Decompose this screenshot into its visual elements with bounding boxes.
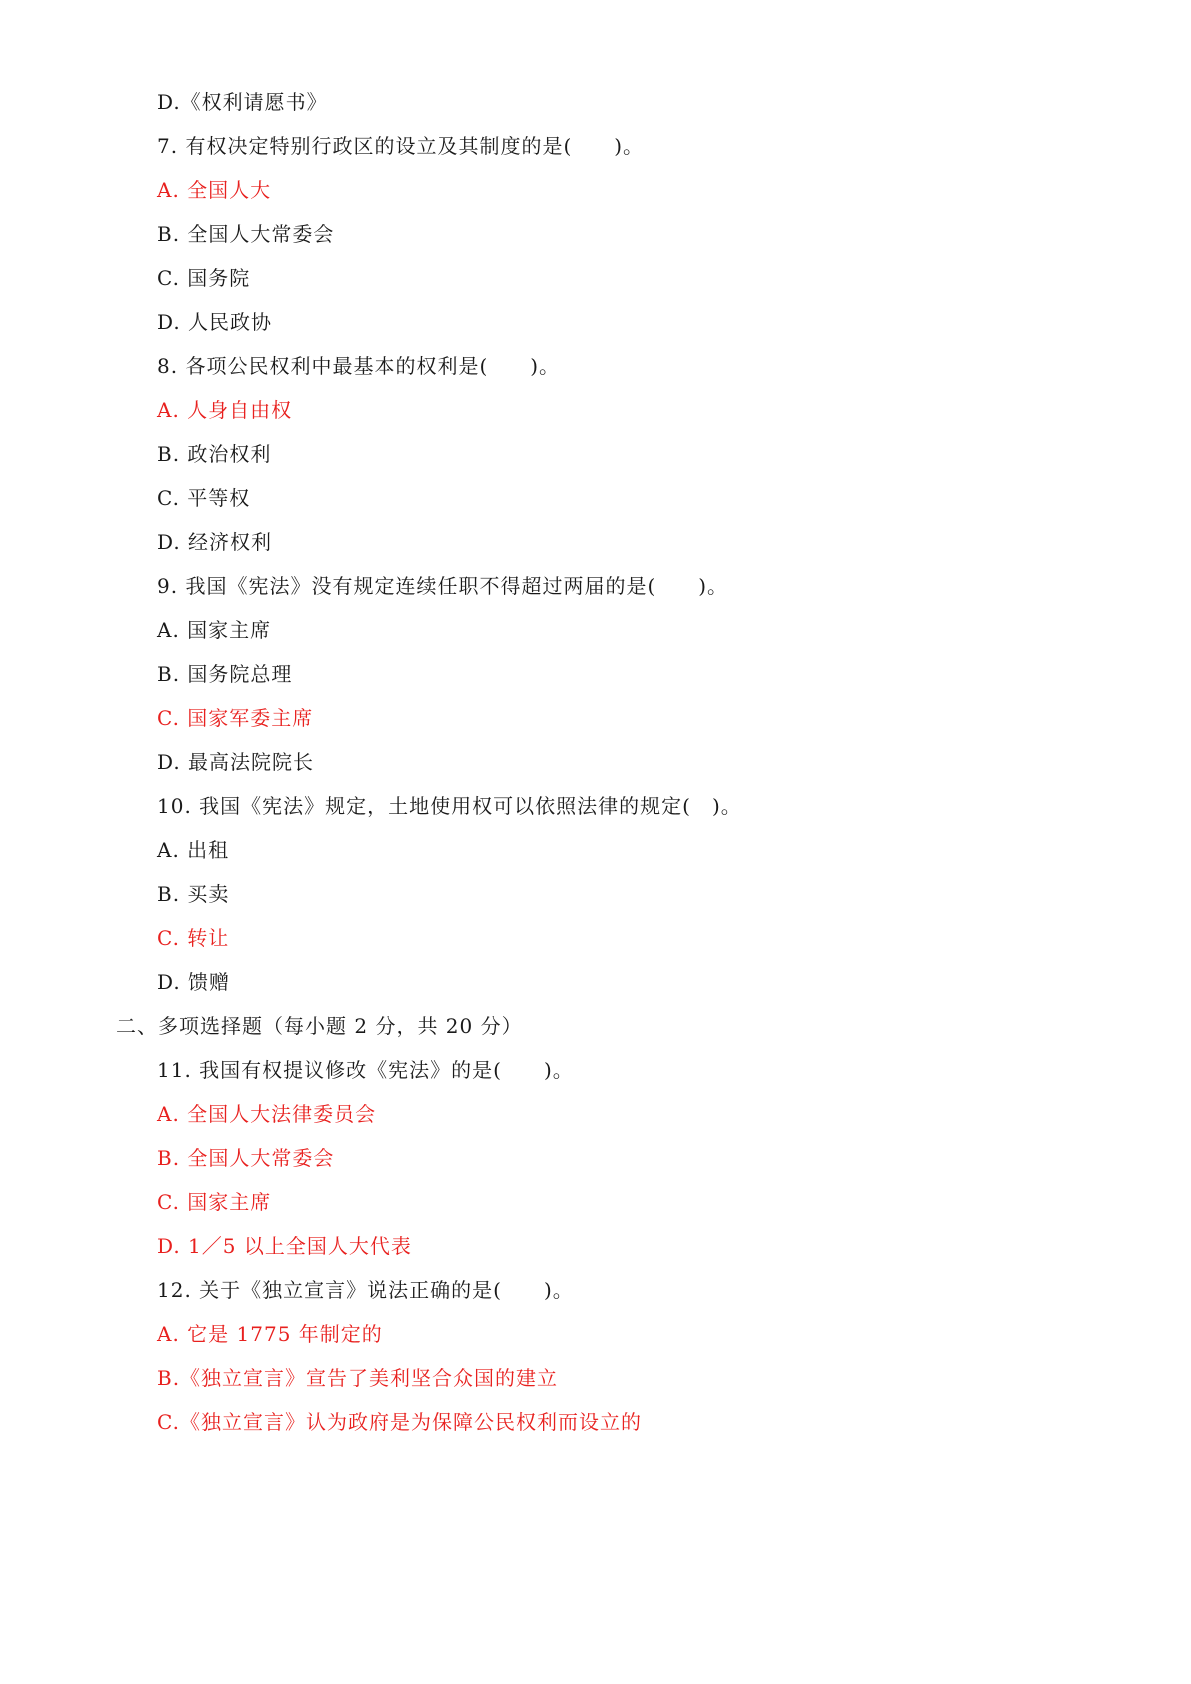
q8-option-c: C. 平等权 bbox=[157, 486, 251, 510]
q10-option-b: B. 买卖 bbox=[157, 882, 230, 906]
q7-option-d: D. 人民政协 bbox=[157, 310, 273, 334]
q8-stem: 8. 各项公民权利中最基本的权利是( )。 bbox=[157, 354, 561, 378]
q9-option-c: C. 国家军委主席 bbox=[157, 706, 314, 730]
q9-stem: 9. 我国《宪法》没有规定连续任职不得超过两届的是( )。 bbox=[157, 574, 729, 598]
q11-option-c: C. 国家主席 bbox=[157, 1190, 272, 1214]
q10-option-a: A. 出租 bbox=[157, 838, 230, 862]
q9-option-b: B. 国务院总理 bbox=[157, 662, 293, 686]
q7-option-a: A. 全国人大 bbox=[157, 178, 272, 202]
q8-option-d: D. 经济权利 bbox=[157, 530, 273, 554]
q12-option-c: C.《独立宣言》认为政府是为保障公民权利而设立的 bbox=[157, 1410, 642, 1434]
q8-option-b: B. 政治权利 bbox=[157, 442, 272, 466]
q10-option-d: D. 馈赠 bbox=[157, 970, 231, 994]
q9-option-d: D. 最高法院院长 bbox=[157, 750, 315, 774]
q11-option-b: B. 全国人大常委会 bbox=[157, 1146, 335, 1170]
q8-option-a: A. 人身自由权 bbox=[157, 398, 293, 422]
q11-stem: 11. 我国有权提议修改《宪法》的是( )。 bbox=[157, 1058, 574, 1082]
q10-stem: 10. 我国《宪法》规定，土地使用权可以依照法律的规定( )。 bbox=[157, 794, 742, 818]
q11-option-d: D. 1／5 以上全国人大代表 bbox=[157, 1234, 412, 1258]
q12-stem: 12. 关于《独立宣言》说法正确的是( )。 bbox=[157, 1278, 574, 1302]
q10-option-c: C. 转让 bbox=[157, 926, 230, 950]
q12-option-b: B.《独立宣言》宣告了美利坚合众国的建立 bbox=[157, 1366, 559, 1390]
q7-option-b: B. 全国人大常委会 bbox=[157, 222, 335, 246]
q6-option-d: D.《权利请愿书》 bbox=[157, 90, 328, 114]
section-heading: 二、多项选择题（每小题 2 分，共 20 分） bbox=[116, 1014, 523, 1038]
q12-option-a: A. 它是 1775 年制定的 bbox=[157, 1322, 383, 1346]
q7-option-c: C. 国务院 bbox=[157, 266, 251, 290]
q11-option-a: A. 全国人大法律委员会 bbox=[157, 1102, 377, 1126]
q9-option-a: A. 国家主席 bbox=[157, 618, 272, 642]
q7-stem: 7. 有权决定特别行政区的设立及其制度的是( )。 bbox=[157, 134, 645, 158]
